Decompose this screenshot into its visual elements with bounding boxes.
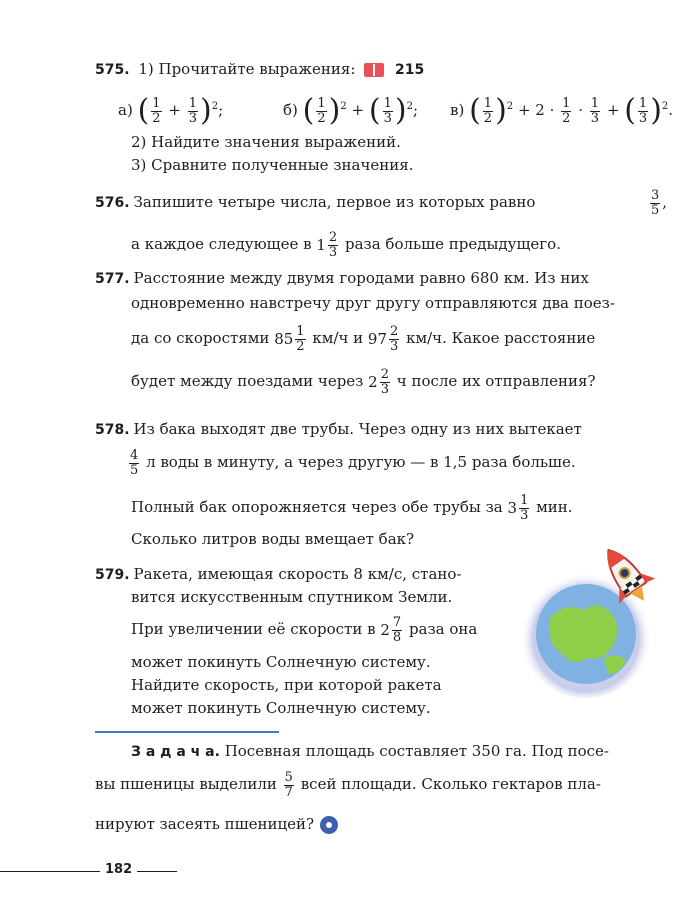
whole-part: 2: [368, 373, 378, 391]
denominator: 5: [130, 462, 139, 478]
numerator: 7: [392, 614, 402, 630]
text: Полный бак опорожняется через обе трубы за: [131, 498, 503, 516]
denominator: 2: [317, 110, 326, 126]
denominator: 8: [392, 629, 402, 645]
task-578-line4: Сколько литров воды вмещает бак?: [131, 530, 415, 548]
text: При увеличении её скорости в: [131, 620, 376, 638]
fraction: [316, 97, 326, 126]
numerator: 1: [296, 323, 305, 339]
task-577-line4: [131, 366, 596, 397]
semicolon: ;: [218, 101, 224, 119]
whole-part: 3: [507, 499, 518, 517]
task-577-line1: [95, 267, 589, 290]
task-575-expr-a: [118, 90, 223, 127]
task-575-line1: [95, 58, 424, 81]
exponent: 2: [661, 101, 669, 112]
fraction: [389, 325, 399, 354]
zadacha-line2: [95, 769, 601, 800]
denominator: 3: [520, 507, 529, 523]
paren-open: (: [469, 93, 481, 128]
section-divider: [95, 731, 279, 733]
fraction: [392, 616, 402, 645]
numerator: 2: [380, 366, 389, 382]
fraction: [284, 771, 294, 800]
task-number: 576.: [95, 195, 130, 211]
denominator: 3: [188, 110, 197, 126]
mixed-number: [380, 615, 404, 645]
fraction: [129, 449, 139, 478]
denominator: 5: [650, 202, 660, 218]
task-579-line3: [131, 614, 477, 645]
numerator: 1: [483, 95, 493, 111]
mixed-number: [368, 367, 392, 397]
plus-sign: +: [606, 101, 620, 119]
text: Расстояние между двумя городами равно 680 км. Из них: [133, 269, 589, 287]
task-577-line3: [131, 323, 595, 354]
text: Посевная площадь составляет 350 га. Под посе-: [224, 742, 609, 760]
times-dot: ·: [578, 101, 583, 119]
text: будет между поездами через: [131, 372, 364, 390]
task-579-line2: вится искусственным спутником Земли.: [131, 588, 453, 606]
fraction: [483, 97, 493, 126]
label-c: в): [450, 101, 465, 119]
text: Ракета, имеющая скорость 8 км/с, стано-: [133, 565, 462, 583]
denominator: 3: [590, 110, 600, 126]
whole-part: 85: [274, 330, 294, 348]
plus-two-times: + 2 ·: [517, 101, 555, 119]
numerator: 1: [188, 95, 197, 111]
semicolon: ;: [413, 101, 419, 119]
whole-part: 97: [367, 330, 388, 348]
paren-close: ): [394, 93, 407, 128]
text: 1) Прочитайте выражения:: [138, 60, 356, 78]
paren-close: ): [495, 93, 507, 128]
footer-line-right: [137, 871, 177, 872]
label-b: б): [283, 101, 298, 119]
task-576-fraction: [648, 187, 667, 218]
text: л воды в минуту, а через другую — в 1,5 раза больше.: [146, 453, 576, 471]
earth-rocket-illustration: [512, 540, 672, 700]
text: нируют засеять пшеницей?: [95, 815, 315, 833]
fraction: [328, 231, 338, 260]
denominator: 3: [328, 244, 338, 260]
fraction: [561, 97, 571, 126]
exponent: 2: [506, 101, 514, 112]
task-number: 577.: [95, 271, 130, 287]
fraction: [151, 97, 161, 126]
task-number: 579.: [95, 567, 130, 583]
denominator: 3: [390, 338, 399, 354]
mixed-number: [316, 230, 340, 260]
task-number: 578.: [95, 422, 130, 438]
task-575-expr-c: [450, 90, 673, 127]
task-579-line1: [95, 563, 462, 586]
denominator: 3: [638, 110, 648, 126]
paren-open: (: [137, 93, 150, 128]
whole-part: 2: [380, 621, 390, 639]
zadacha-title: З а д а ч а.: [131, 744, 220, 760]
denominator: 7: [284, 784, 293, 800]
paren-open: (: [624, 93, 636, 128]
text: Запишите четыре числа, первое из которых равно: [133, 193, 536, 211]
numerator: 3: [650, 187, 660, 203]
paren-open: (: [302, 93, 315, 128]
text: мин.: [536, 498, 573, 516]
denominator: 2: [483, 110, 493, 126]
task-575-line2: 2) Найдите значения выражений.: [131, 133, 401, 151]
fraction: [650, 189, 660, 218]
text: вы пшеницы выделили: [95, 775, 277, 793]
text: км/ч. Какое расстояние: [406, 329, 596, 347]
task-579-line5: Найдите скорость, при которой ракета: [131, 676, 442, 694]
fraction: [590, 97, 600, 126]
mixed-number: [274, 324, 307, 354]
footer-line-left: [0, 871, 100, 872]
task-576-text: [95, 187, 535, 218]
task-578-line1: [95, 418, 582, 441]
numerator: 4: [130, 447, 139, 463]
task-number: 575.: [95, 62, 130, 78]
fraction: [383, 97, 393, 126]
text: всей площади. Сколько гектаров пла-: [300, 775, 601, 793]
numerator: 2: [390, 323, 399, 339]
label-a: а): [118, 101, 133, 119]
text: а каждое следующее в: [131, 235, 312, 253]
whole-part: 1: [316, 236, 326, 254]
denominator: 3: [383, 110, 392, 126]
paren-open: (: [368, 93, 381, 128]
task-576-line1: [95, 187, 667, 218]
task-577-line2: одновременно навстречу друг другу отправляются два поез-: [131, 294, 615, 312]
book-icon: [364, 63, 384, 77]
fraction: [519, 494, 529, 523]
numerator: 1: [638, 95, 648, 111]
fraction: [638, 97, 648, 126]
numerator: 1: [590, 95, 600, 111]
numerator: 1: [562, 95, 571, 111]
paren-close: ): [650, 93, 662, 128]
task-578-line3: [131, 492, 573, 523]
zadacha-line1: [131, 740, 609, 763]
page-number: 182: [105, 862, 133, 877]
reference-number: 215: [394, 62, 425, 78]
task-575-line3: 3) Сравните полученные значения.: [131, 156, 414, 174]
numerator: 1: [317, 95, 326, 111]
zadacha-line3: [95, 813, 338, 835]
denominator: 2: [562, 110, 571, 126]
numerator: 1: [383, 95, 392, 111]
paren-close: ): [200, 93, 212, 128]
comma: ,: [662, 193, 667, 211]
numerator: 5: [284, 769, 293, 785]
exponent: 2: [211, 101, 219, 112]
task-579-line4: может покинуть Солнечную систему.: [131, 653, 431, 671]
denominator: 2: [152, 110, 161, 126]
mixed-number: [368, 324, 401, 354]
fraction: [380, 368, 390, 397]
plus-sign: +: [168, 101, 181, 119]
task-579-line6: может покинуть Солнечную систему.: [131, 699, 431, 717]
task-576-line2: [131, 229, 561, 260]
denominator: 2: [296, 338, 305, 354]
text: раза она: [408, 620, 478, 638]
task-578-line2: [127, 447, 576, 478]
text: раза больше предыдущего.: [344, 235, 561, 253]
numerator: 1: [520, 492, 529, 508]
numerator: 2: [328, 229, 338, 245]
text: ч после их отправления?: [396, 372, 596, 390]
fraction: [295, 325, 305, 354]
text: км/ч и: [312, 329, 364, 347]
plus-sign: +: [351, 101, 365, 119]
period: .: [668, 101, 674, 119]
numerator: 1: [152, 95, 161, 111]
text: Из бака выходят две трубы. Через одну из них вытекает: [133, 420, 582, 438]
exponent: 2: [406, 101, 413, 112]
paren-close: ): [328, 93, 341, 128]
mixed-number: [508, 493, 532, 523]
task-575-expr-b: [283, 90, 418, 127]
exponent: 2: [340, 101, 347, 112]
fraction: [188, 97, 198, 126]
text: да со скоростями: [131, 329, 270, 347]
disc-icon: [320, 816, 338, 834]
denominator: 3: [380, 381, 389, 397]
